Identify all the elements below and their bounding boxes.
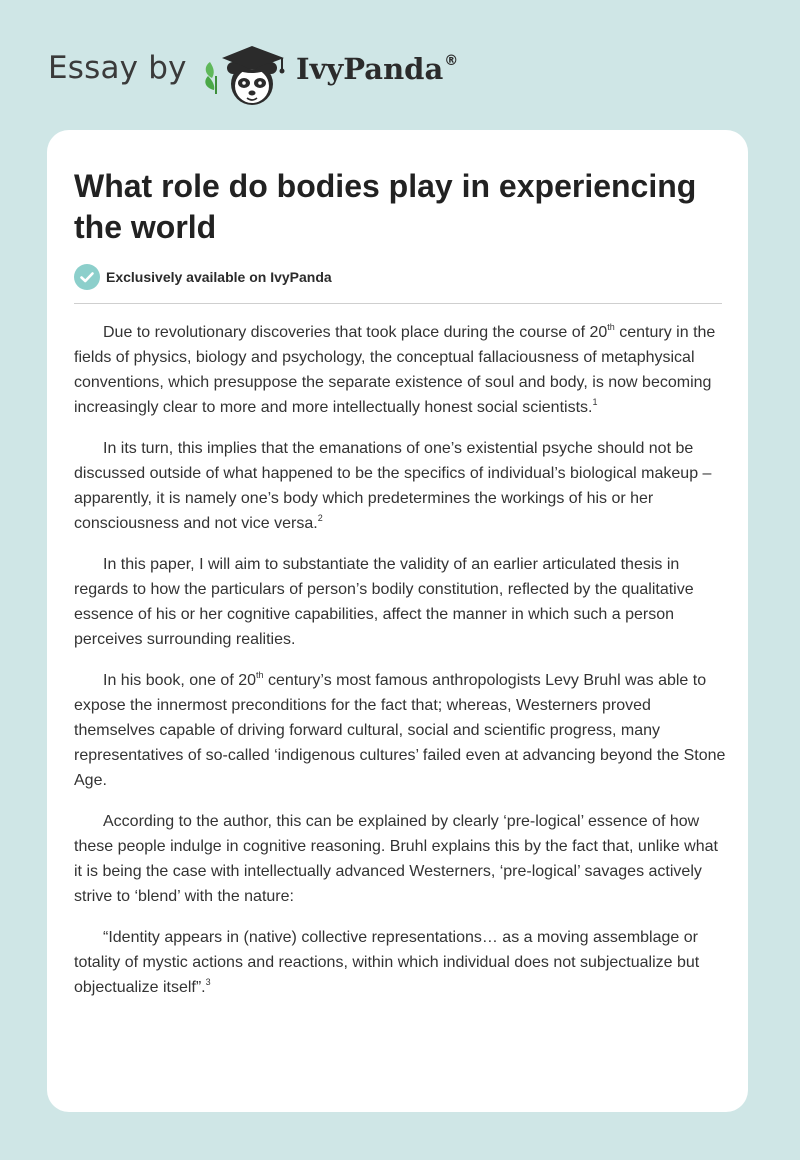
footnote-ref[interactable]: 3 bbox=[205, 977, 211, 987]
essay-card bbox=[47, 130, 748, 1112]
essay-by-label: Essay by bbox=[48, 50, 187, 86]
paragraph bbox=[74, 668, 726, 793]
brand-text: IvyPanda bbox=[296, 52, 444, 86]
paragraph-text: According to the author, this can be explained by clearly ‘pre-logical’ essence of how these people indulge in cognitive reasoning. Bruhl explains this by the fact that, unlike what it is being the case with intellectually advanced Westerners, ‘pre-logical’ savages actively strive to ‘blend’ with the nature: bbox=[74, 813, 718, 905]
paragraph-text: In its turn, this implies that the emanations of one’s existential psyche should not be discussed outside of what happened to be the specifics of individual’s biological makeup – apparently, it is namely one’s body which predetermines the workings of his or her consciousness and not vice versa. bbox=[74, 440, 712, 532]
divider bbox=[74, 303, 722, 304]
essay-body bbox=[74, 320, 726, 1016]
paragraph bbox=[74, 925, 726, 1000]
paragraph bbox=[74, 436, 726, 536]
paragraph bbox=[74, 809, 726, 909]
check-circle-icon bbox=[74, 264, 100, 290]
paragraph bbox=[74, 552, 726, 652]
paragraph-text: century’s most famous anthropologists Levy Bruhl was able to expose the innermost preconditions for the fact that; whereas, Westerners proved themselves capable of driving forward cultural, social and scientific progress, many representatives of so-called ‘indigenous cultures’ failed even at advancing beyond the Stone Age. bbox=[74, 672, 726, 789]
footnote-ref[interactable]: 1 bbox=[592, 397, 598, 407]
paragraph-text: century in the fields of physics, biology and psychology, the conceptual fallaciousness of metaphysical conventions, which presuppose the separate existence of soul and body, is now becoming increasingly clear to more and more intellectually honest social scientists. bbox=[74, 324, 716, 416]
footnote-ref[interactable]: 2 bbox=[317, 513, 323, 523]
paragraph bbox=[74, 320, 726, 420]
registered-mark: ® bbox=[444, 53, 459, 69]
ordinal-suffix: th bbox=[256, 670, 264, 680]
panda-graduate-icon[interactable] bbox=[200, 38, 296, 110]
ordinal-suffix: th bbox=[607, 322, 615, 332]
paragraph-text: Due to revolutionary discoveries that took place during the course of 20 bbox=[103, 324, 608, 341]
exclusive-badge bbox=[74, 264, 332, 290]
quote-text: “Identity appears in (native) collective representations… as a moving assemblage or totality of mystic actions and reactions, within which individual does not subjectualize but objectualize itself”. bbox=[74, 929, 700, 996]
paragraph-text: In his book, one of 20 bbox=[103, 672, 256, 689]
site-header bbox=[0, 0, 800, 130]
paragraph-text: In this paper, I will aim to substantiate the validity of an earlier articulated thesis in regards to how the particulars of person’s bodily constitution, reflected by the qualitative essence of his or her cognitive capabilities, affect the manner in which such a person perceives surrounding realities. bbox=[74, 556, 694, 648]
brand-name[interactable] bbox=[296, 52, 458, 86]
essay-title: What role do bodies play in experiencing the world bbox=[74, 168, 697, 245]
exclusive-badge-text: Exclusively available on IvyPanda bbox=[106, 269, 332, 285]
